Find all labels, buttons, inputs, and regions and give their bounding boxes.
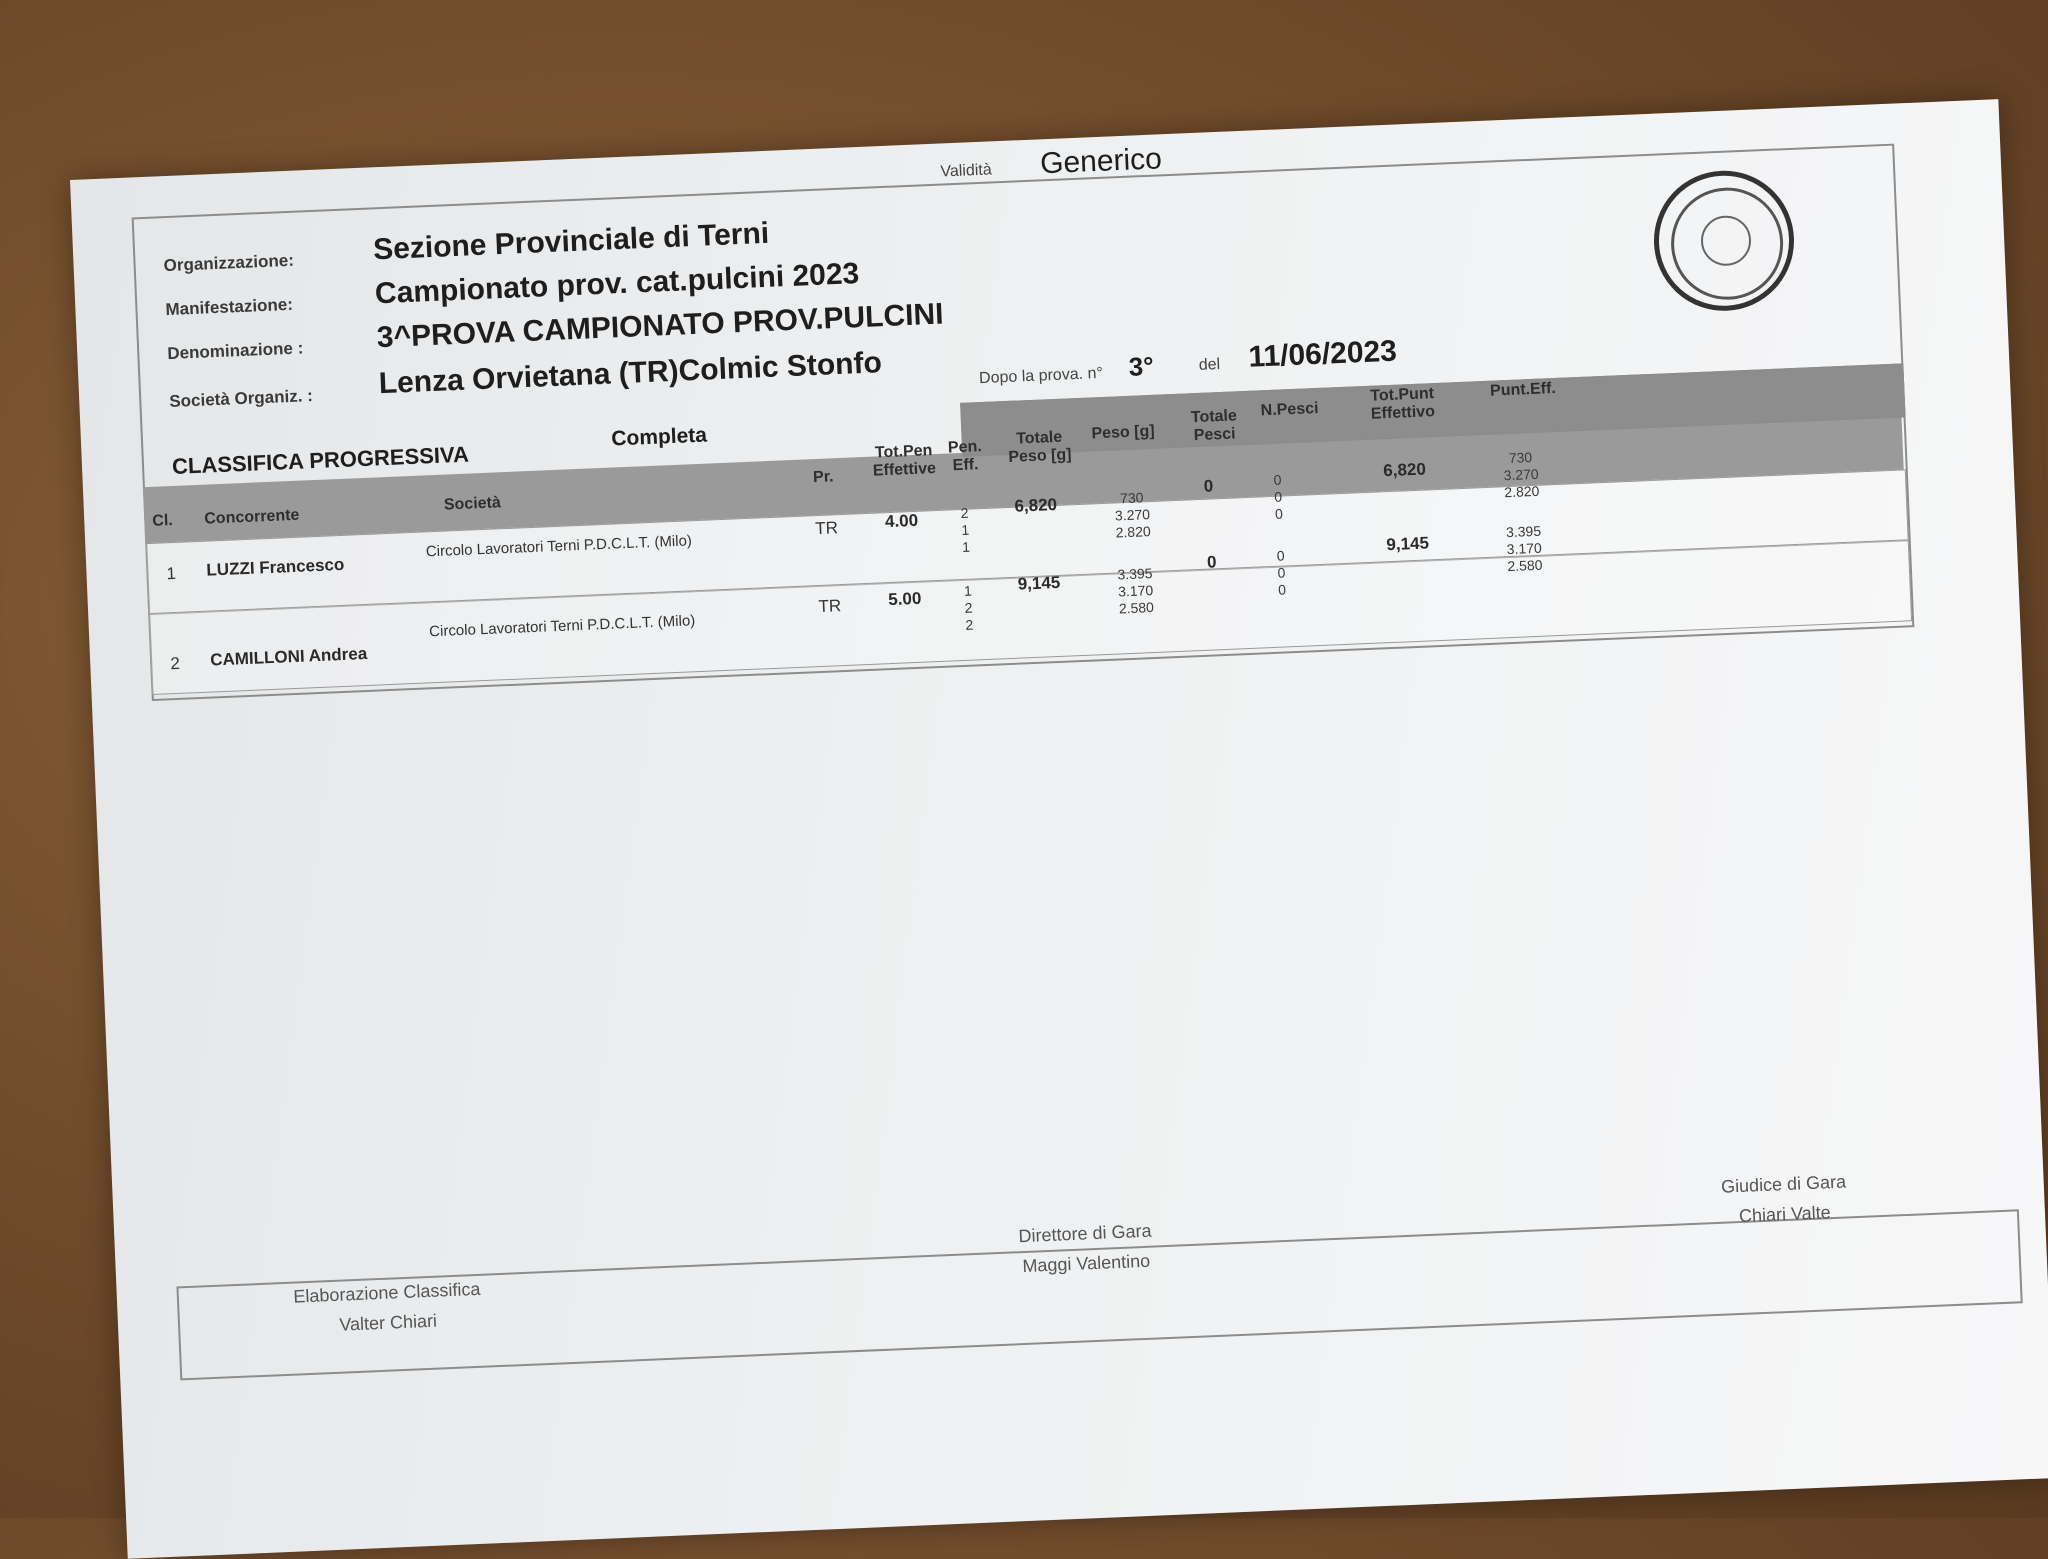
row-tot-pen: 5.00 — [887, 588, 922, 610]
organizzazione-label: Organizzazione: — [163, 250, 295, 276]
row-concorrente: CAMILLONI Andrea — [209, 643, 368, 670]
date-value: 11/06/2023 — [1247, 334, 1398, 374]
row-tot-punt: 6,820 — [1382, 459, 1427, 481]
row-n-pesci: 0 0 0 — [1273, 471, 1284, 522]
prova-number: 3° — [1128, 350, 1155, 382]
row-cl: 1 — [166, 563, 177, 584]
classifica-title: CLASSIFICA PROGRESSIVA — [171, 441, 470, 479]
completa-label: Completa — [610, 423, 708, 451]
direttore-block — [954, 1213, 1216, 1284]
dopo-prova-label: Dopo la prova. n° — [978, 364, 1104, 388]
row-pr: TR — [818, 596, 842, 617]
giudice-name: Chiari Valte — [1738, 1202, 1832, 1227]
result-sheet — [70, 99, 2048, 1559]
manifestazione-label: Manifestazione: — [165, 294, 294, 320]
row-societa: Circolo Lavoratori Terni P.D.C.L.T. (Milo) — [428, 612, 696, 641]
row-totale-peso: 9,145 — [1017, 572, 1061, 594]
giudice-label: Giudice di Gara — [1720, 1171, 1847, 1197]
giudice-block — [1653, 1164, 1915, 1235]
col-tot-punt: Tot.Punt Effettivo — [1369, 385, 1436, 423]
validita-label: Validità — [940, 161, 993, 181]
row-peso: 730 3.270 2.820 — [1114, 489, 1152, 541]
row-n-pesci: 0 0 0 — [1276, 547, 1287, 598]
societa-organizzatrice-label: Società Organiz. : — [168, 386, 314, 412]
direttore-label: Direttore di Gara — [1018, 1220, 1152, 1247]
row-tot-punt: 9,145 — [1386, 533, 1430, 555]
denominazione-value: 3^PROVA CAMPIONATO PROV.PULCINI — [376, 297, 945, 355]
elaborazione-label: Elaborazione Classifica — [292, 1278, 481, 1307]
societa-organizzatrice-value: Lenza Orvietana (TR)Colmic Stonfo — [378, 346, 883, 401]
row-totale-pesci: 0 — [1203, 476, 1214, 496]
denominazione-label: Denominazione : — [166, 338, 304, 364]
del-label: del — [1198, 356, 1221, 374]
col-cl: Cl. — [152, 512, 174, 530]
col-concorrente: Concorrente — [203, 506, 300, 528]
col-totale-peso: Totale Peso [g] — [1008, 428, 1072, 466]
col-totale-pesci: Totale Pesci — [1190, 407, 1238, 445]
row-punt-eff: 3.395 3.170 2.580 — [1505, 522, 1543, 575]
row-totale-peso: 6,820 — [1014, 494, 1058, 516]
elaborazione-block — [256, 1272, 518, 1343]
validita-value: Generico — [1039, 142, 1163, 181]
row-cl: 2 — [169, 653, 181, 674]
col-pr: Pr. — [812, 468, 834, 487]
row-concorrente: LUZZI Francesco — [206, 554, 345, 580]
row-tot-pen: 4.00 — [884, 510, 919, 532]
col-peso: Peso [g] — [1091, 422, 1155, 443]
organizzazione-value: Sezione Provinciale di Terni — [372, 216, 770, 267]
row-totale-pesci: 0 — [1206, 552, 1217, 572]
elaborazione-name: Valter Chiari — [338, 1310, 438, 1335]
row-punt-eff: 730 3.270 2.820 — [1503, 449, 1540, 501]
row-peso: 3.395 3.170 2.580 — [1117, 565, 1155, 617]
row-societa: Circolo Lavoratori Terni P.D.C.L.T. (Milo) — [425, 532, 693, 561]
col-pen-eff: Pen. Eff. — [947, 438, 983, 475]
col-n-pesci: N.Pesci — [1260, 399, 1319, 420]
manifestazione-value: Campionato prov. cat.pulcini 2023 — [374, 257, 860, 311]
col-societa: Società — [443, 494, 502, 514]
row-pen-eff: 2 1 1 — [960, 504, 971, 555]
direttore-name: Maggi Valentino — [1022, 1250, 1151, 1277]
col-tot-pen: Tot.Pen Effettive — [872, 442, 937, 480]
col-punt-eff: Punt.Eff. — [1489, 379, 1557, 400]
row-pen-eff: 1 2 2 — [963, 582, 974, 633]
row-pr: TR — [814, 518, 839, 539]
